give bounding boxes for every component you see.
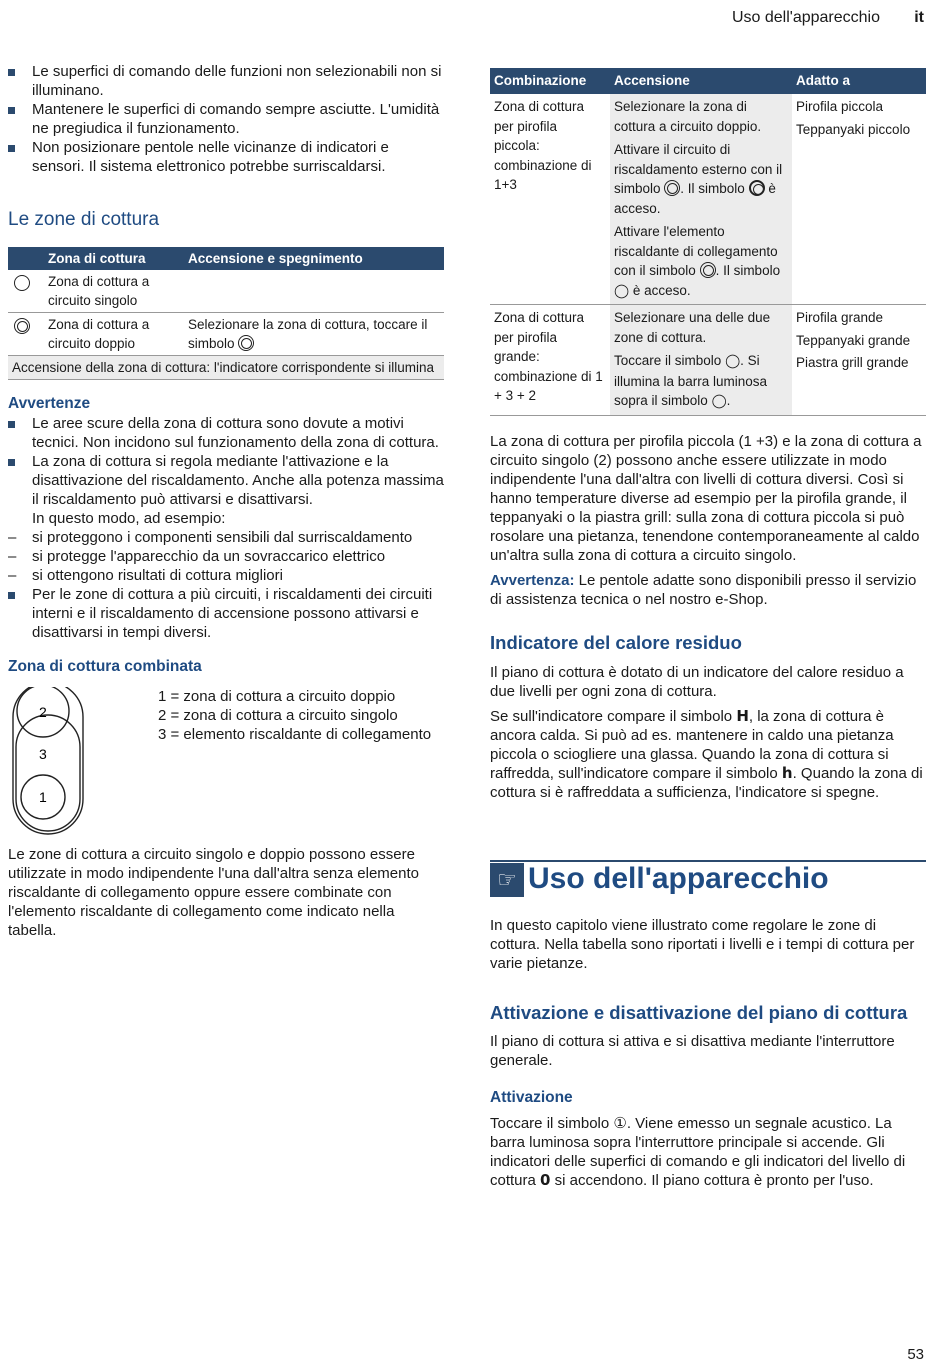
cell-text: Piastra grill grande — [796, 355, 909, 370]
list-item: – si protegge l'apparecchio da un sovraccarico elettrico — [8, 547, 444, 566]
combined-zone-title: Zona di cottura combinata — [8, 658, 202, 675]
cell-text: Teppanyaki grande — [796, 332, 911, 348]
paragraph-part: . Viene emesso un segnale acustico. La barra luminosa sopra l'interruttore principale si accende. Gli indicatori delle superfici di comando e gli indicatori del livello di cottura — [490, 1114, 906, 1189]
table-row — [8, 270, 444, 313]
large-zone-icon: ◯ — [725, 353, 741, 369]
residual-heat-paragraph: Il piano di cottura è dotato di un indicatore del calore residuo a due livelli per ogni zona di cottura. — [490, 663, 904, 700]
table-header: Accensione e spegnimento — [184, 247, 444, 270]
note-paragraph — [490, 571, 926, 609]
outer-circuit-icon — [664, 180, 680, 196]
table-cell — [184, 313, 444, 356]
dash-list — [8, 528, 444, 585]
cell-text-part: Attivare il circuito di riscaldamento esterno con il simbolo — [614, 142, 783, 196]
list-item: – si ottengono risultati di cottura migliori — [8, 566, 444, 585]
cell-text: Pirofila piccola — [796, 99, 884, 114]
legend-item: 2 = zona di cottura a circuito singolo — [158, 707, 398, 724]
combined-zone-paragraph: Le zone di cottura a circuito singolo e doppio possono essere utilizzate in modo indipendente l'una dall'altra senza elemento riscaldante di collegamento oppure essere combinate con l'elemento riscaldante di collegamento come indicato nella tabella. — [8, 846, 419, 939]
intro-bullet-list — [8, 62, 444, 176]
list-item: Mantenere le superfici di comando sempre asciutte. L'umidità ne pregiudica il funzionamento. — [8, 100, 444, 138]
page-number: 53 — [907, 1346, 924, 1363]
cell-text: combinazione di 1 + 3 + 2 — [494, 368, 603, 403]
cell-text: Selezionare la zona di cottura a circuito doppio. — [614, 99, 762, 134]
cell-text: Pirofila grande — [796, 310, 884, 325]
list-item-text: In questo modo, ad esempio: — [32, 510, 226, 527]
combination-paragraph: La zona di cottura per pirofila piccola (1 +3) e la zona di cottura a circuito singolo (2) possono anche essere utilizzate in modo indipendente l'una dall'altra con livelli di cottura diversi. Così si hanno temperature diverse ad esempio per la pirofila grande, il teppanyaki o la piastra grill: sulla zona di cottura piccola si può rosolare una pietanza, tenendone contemporaneamente al caldo un'altra sulla zona di cottura a circuito singolo. — [490, 432, 922, 564]
list-item: – si proteggono i componenti sensibili dal surriscaldamento — [8, 528, 444, 547]
warning-bullet-list — [8, 414, 444, 642]
table-header: Adatto a — [792, 68, 926, 94]
zone-diagram-figure — [8, 687, 88, 837]
residual-heat-high-icon: H — [736, 706, 749, 725]
cell-text-part: è acceso. — [632, 282, 691, 298]
connecting-element-icon — [700, 262, 716, 278]
list-item — [8, 452, 444, 585]
table-row — [490, 94, 926, 305]
diagram-label-1: 1 — [39, 789, 47, 805]
paragraph-part: Se sull'indicatore compare il simbolo — [490, 707, 733, 725]
power-icon: ① — [613, 1113, 627, 1132]
table-cell — [184, 270, 444, 313]
single-circle-icon — [14, 275, 30, 291]
connecting-element-active-icon: ◯ — [614, 282, 630, 299]
legend-item: 1 = zona di cottura a circuito doppio — [158, 688, 396, 705]
cell-text-part: . Si illumina la barra luminosa sopra il simbolo — [614, 353, 768, 408]
table-cell — [610, 94, 792, 305]
diagram-label-2: 2 — [39, 704, 47, 720]
cell-text — [614, 140, 788, 218]
table-row — [490, 305, 926, 416]
paragraph-part: Toccare il simbolo — [490, 1114, 610, 1132]
cell-text: combinazione di 1+3 — [494, 157, 592, 192]
table-row — [8, 313, 444, 356]
residual-heat-paragraph — [490, 707, 926, 802]
table-header: Zona di cottura — [44, 247, 184, 270]
chapter-heading — [490, 860, 926, 900]
cell-text-part: . Il simbolo — [715, 263, 781, 278]
diagram-legend — [158, 687, 448, 744]
chapter-title: Uso dell'apparecchio — [528, 861, 829, 895]
table-cell — [792, 94, 926, 305]
hand-touch-icon: ☞ — [490, 863, 524, 897]
combined-zone-diagram — [8, 687, 444, 837]
activation-title: Attivazione — [490, 1088, 573, 1106]
table-cell-text: Selezionare la zona di cottura, toccare il simbolo — [188, 317, 428, 351]
level-zero-icon: 0 — [540, 1170, 551, 1189]
table-footnote: Accensione della zona di cottura: l'indicatore corrispondente si illumina — [8, 356, 444, 380]
left-column — [8, 62, 444, 940]
large-zone-icon: ◯ — [711, 393, 727, 409]
table-header: Accensione — [610, 68, 792, 94]
table-cell — [610, 305, 792, 416]
residual-heat-low-icon: h — [781, 763, 793, 782]
paragraph-part: , la zona di cottura è ancora calda. Si può ad es. mantenere in caldo una pietanza piccola o sciogliere una glassa. Quando la zona di cottura si raffredda, sull'indicatore compare il simbolo — [490, 707, 894, 782]
cell-text: Zona di cottura per pirofila grande: — [494, 310, 585, 364]
list-item: Le superfici di comando delle funzioni non selezionabili non si illuminano. — [8, 62, 444, 100]
list-item-text: La zona di cottura si regola mediante l'attivazione e la disattivazione del riscaldamento. Anche alla potenza massima il riscaldamento può attivarsi e disattivarsi. — [32, 453, 444, 508]
onoff-title: Attivazione e disattivazione del piano di cottura — [490, 1001, 908, 1023]
double-circle-icon — [238, 335, 254, 351]
diagram-label-3: 3 — [39, 746, 47, 762]
residual-heat-title: Indicatore del calore residuo — [490, 631, 742, 653]
zones-table — [8, 247, 444, 380]
table-cell — [792, 305, 926, 416]
paragraph-part: . Quando la zona di cottura si è raffreddata a sufficienza, l'indicatore si spegne. — [490, 764, 923, 801]
note-label: Avvertenza: — [490, 571, 575, 589]
table-row — [8, 356, 444, 380]
list-item: Per le zone di cottura a più circuiti, i riscaldamenti dei circuiti interni e il riscaldamento di accensione possono attivarsi e disattivarsi in tempi diversi. — [8, 585, 444, 642]
cell-text-part: Attivare l'elemento riscaldante di collegamento con il simbolo — [614, 224, 778, 278]
chapter-intro: In questo capitolo viene illustrato come regolare le zone di cottura. Nella tabella sono riportati i livelli e i tempi di cottura per varie pietanze. — [490, 916, 915, 972]
list-item: Non posizionare pentole nelle vicinanze di indicatori e sensori. Il sistema elettronico potrebbe surriscaldarsi. — [8, 138, 444, 176]
outer-circuit-active-icon — [749, 180, 765, 196]
onoff-paragraph: Il piano di cottura si attiva e si disattiva mediante l'interruttore generale. — [490, 1032, 895, 1069]
cell-text — [614, 222, 788, 301]
activation-paragraph — [490, 1114, 926, 1190]
note-text: Le pentole adatte sono disponibili presso il servizio di assistenza tecnica o nel nostro e-Shop. — [490, 571, 917, 608]
combination-table — [490, 68, 926, 416]
right-column — [490, 68, 926, 1190]
double-circle-icon — [14, 318, 30, 334]
legend-item: 3 = elemento riscaldante di collegamento — [158, 726, 432, 743]
paragraph-part: si accendono. Il piano cottura è pronto per l'uso. — [554, 1171, 874, 1189]
table-cell — [490, 305, 610, 416]
table-cell: Zona di cottura a circuito doppio — [44, 313, 184, 356]
running-header-title: Uso dell'apparecchio — [731, 9, 880, 26]
table-cell: Zona di cottura a circuito singolo — [48, 274, 150, 308]
table-cell — [490, 94, 610, 305]
cell-text-part: è acceso. — [614, 181, 776, 216]
cell-text: Selezionare una delle due zone di cottura. — [614, 310, 771, 345]
cell-text-part: . Il simbolo — [680, 181, 745, 196]
list-item: Le aree scure della zona di cottura sono dovute a motivi tecnici. Non incidono sul funzionamento della zona di cottura. — [8, 414, 444, 452]
cell-text: Zona di cottura per pirofila piccola: — [494, 99, 585, 153]
cell-text: Teppanyaki piccolo — [796, 121, 911, 137]
table-header: Combinazione — [490, 68, 610, 94]
cell-text: Toccare il simbolo ◯. Si illumina la barra luminosa sopra il simbolo ◯. — [614, 353, 768, 409]
language-code: it — [914, 9, 924, 26]
warning-title: Avvertenze — [8, 395, 91, 412]
section-title-zones: Le zone di cottura — [8, 209, 160, 230]
table-header-spacer — [8, 247, 44, 270]
cell-text-part: Toccare il simbolo — [614, 353, 722, 368]
